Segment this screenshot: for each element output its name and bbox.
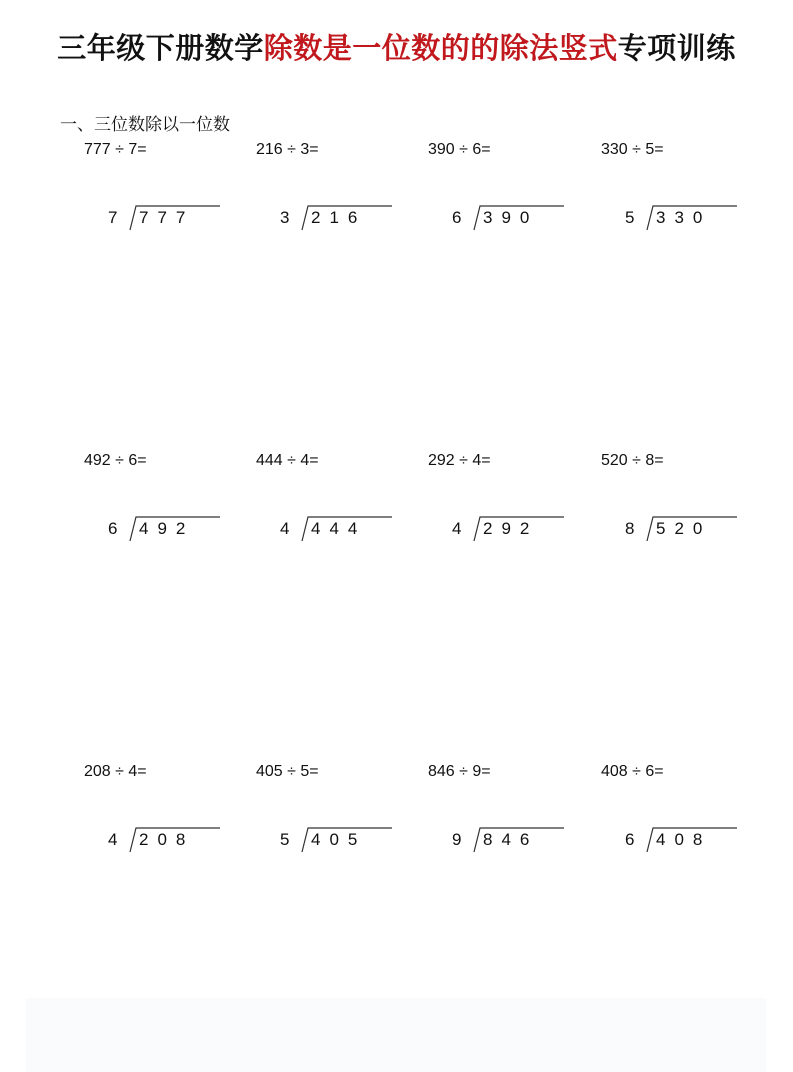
- division-bracket: [128, 827, 220, 853]
- title-highlight: 除数是一位数的的除法竖式: [263, 31, 618, 65]
- problem-3: [428, 141, 598, 261]
- divisor: 6: [452, 208, 462, 227]
- problem-7: [428, 452, 598, 572]
- long-division: [280, 827, 420, 857]
- division-bracket: [128, 205, 220, 231]
- dividend: 846: [483, 830, 539, 849]
- division-bracket: [472, 827, 564, 853]
- problem-expression: 390 ÷ 6=: [428, 141, 491, 158]
- dividend: 330: [656, 208, 712, 227]
- divisor: 8: [625, 519, 635, 538]
- long-division: [280, 205, 420, 235]
- divisor: 4: [108, 830, 118, 849]
- division-bracket: [300, 827, 392, 853]
- problem-expression: 492 ÷ 6=: [84, 452, 147, 469]
- divisor: 3: [280, 208, 290, 227]
- long-division: [452, 516, 592, 546]
- long-division: [108, 516, 248, 546]
- division-bracket: [472, 205, 564, 231]
- problem-8: [601, 452, 771, 572]
- divisor: 5: [625, 208, 635, 227]
- footer-area: [26, 998, 766, 1072]
- division-bracket: [300, 516, 392, 542]
- dividend: 292: [483, 519, 539, 538]
- dividend: 390: [483, 208, 539, 227]
- long-division: [280, 516, 420, 546]
- dividend: 405: [311, 830, 367, 849]
- problem-4: [601, 141, 771, 261]
- divisor: 4: [280, 519, 290, 538]
- problem-12: [601, 763, 771, 883]
- page-title: [0, 26, 793, 67]
- division-bracket: [128, 516, 220, 542]
- problem-6: [256, 452, 426, 572]
- problem-9: [84, 763, 254, 883]
- problem-expression: 330 ÷ 5=: [601, 141, 664, 158]
- problem-expression: 292 ÷ 4=: [428, 452, 491, 469]
- problem-expression: 777 ÷ 7=: [84, 141, 147, 158]
- problem-expression: 208 ÷ 4=: [84, 763, 147, 780]
- division-bracket: [472, 516, 564, 542]
- dividend: 444: [311, 519, 367, 538]
- divisor: 7: [108, 208, 118, 227]
- long-division: [452, 205, 592, 235]
- problem-expression: 520 ÷ 8=: [601, 452, 664, 469]
- dividend: 208: [139, 830, 195, 849]
- long-division: [625, 827, 765, 857]
- dividend: 492: [139, 519, 195, 538]
- title-part-1: 三年级下册数学: [57, 31, 264, 65]
- problem-2: [256, 141, 426, 261]
- problem-expression: 408 ÷ 6=: [601, 763, 664, 780]
- long-division: [625, 516, 765, 546]
- problem-5: [84, 452, 254, 572]
- section-heading: 一、三位数除以一位数: [60, 115, 230, 135]
- long-division: [452, 827, 592, 857]
- divisor: 6: [108, 519, 118, 538]
- problem-expression: 444 ÷ 4=: [256, 452, 319, 469]
- divisor: 9: [452, 830, 462, 849]
- divisor: 6: [625, 830, 635, 849]
- problem-10: [256, 763, 426, 883]
- division-bracket: [300, 205, 392, 231]
- problem-expression: 405 ÷ 5=: [256, 763, 319, 780]
- long-division: [108, 827, 248, 857]
- long-division: [625, 205, 765, 235]
- dividend: 216: [311, 208, 367, 227]
- problem-1: [84, 141, 254, 261]
- problem-expression: 846 ÷ 9=: [428, 763, 491, 780]
- dividend: 777: [139, 208, 195, 227]
- title-part-3: 专项训练: [617, 31, 736, 65]
- problem-expression: 216 ÷ 3=: [256, 141, 319, 158]
- divisor: 4: [452, 519, 462, 538]
- dividend: 408: [656, 830, 712, 849]
- dividend: 520: [656, 519, 712, 538]
- division-bracket: [645, 205, 737, 231]
- division-bracket: [645, 516, 737, 542]
- divisor: 5: [280, 830, 290, 849]
- problem-11: [428, 763, 598, 883]
- long-division: [108, 205, 248, 235]
- division-bracket: [645, 827, 737, 853]
